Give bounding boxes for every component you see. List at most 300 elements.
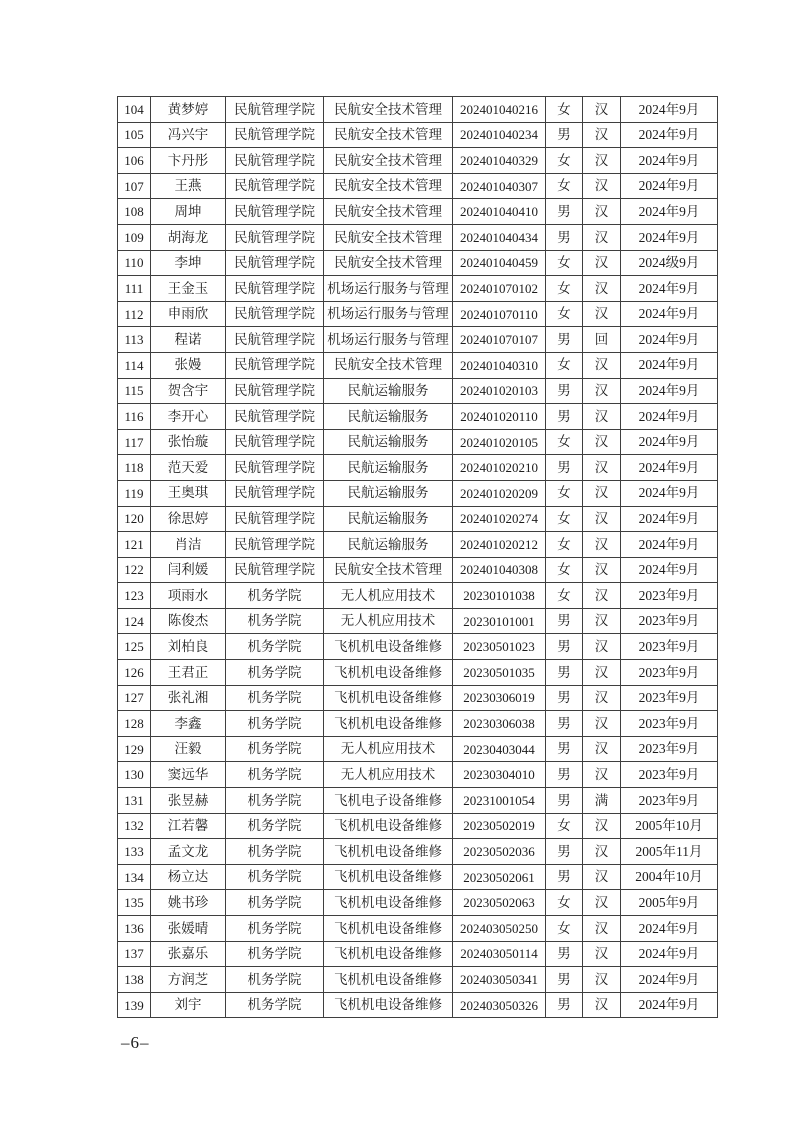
cell-index: 107 (118, 173, 151, 199)
table-row (118, 992, 718, 1018)
cell-major: 飞机机电设备维修 (324, 813, 453, 839)
cell-name: 李开心 (151, 404, 226, 430)
cell-major: 民航安全技术管理 (324, 97, 453, 123)
cell-college: 民航管理学院 (226, 224, 324, 250)
cell-name: 杨立达 (151, 864, 226, 890)
cell-major: 无人机应用技术 (324, 736, 453, 762)
cell-student-id: 202401040310 (453, 352, 546, 378)
cell-ethnicity: 汉 (583, 813, 621, 839)
table-row (118, 557, 718, 583)
cell-enroll-date: 2024年9月 (621, 967, 718, 993)
cell-enroll-date: 2004年10月 (621, 864, 718, 890)
cell-index: 111 (118, 276, 151, 302)
cell-college: 机务学院 (226, 813, 324, 839)
table-row (118, 429, 718, 455)
cell-ethnicity: 汉 (583, 455, 621, 481)
cell-student-id: 20230502061 (453, 864, 546, 890)
cell-major: 民航安全技术管理 (324, 557, 453, 583)
cell-major: 民航运输服务 (324, 404, 453, 430)
cell-gender: 女 (546, 813, 583, 839)
table-row (118, 480, 718, 506)
cell-index: 109 (118, 224, 151, 250)
cell-student-id: 202401020212 (453, 532, 546, 558)
cell-college: 机务学院 (226, 864, 324, 890)
cell-gender: 男 (546, 788, 583, 814)
table-row (118, 685, 718, 711)
page-number: –6– (121, 1033, 150, 1052)
cell-student-id: 20230403044 (453, 736, 546, 762)
cell-gender: 男 (546, 660, 583, 686)
table-row (118, 173, 718, 199)
cell-enroll-date: 2023年9月 (621, 608, 718, 634)
cell-gender: 男 (546, 455, 583, 481)
cell-index: 138 (118, 967, 151, 993)
cell-enroll-date: 2024年9月 (621, 992, 718, 1018)
cell-enroll-date: 2024年9月 (621, 404, 718, 430)
cell-name: 姚书珍 (151, 890, 226, 916)
table-row (118, 250, 718, 276)
table-row (118, 634, 718, 660)
cell-gender: 女 (546, 480, 583, 506)
cell-college: 机务学院 (226, 916, 324, 942)
cell-student-id: 202403050250 (453, 916, 546, 942)
cell-college: 机务学院 (226, 711, 324, 737)
cell-student-id: 202401070102 (453, 276, 546, 302)
cell-enroll-date: 2023年9月 (621, 634, 718, 660)
cell-ethnicity: 汉 (583, 557, 621, 583)
cell-index: 131 (118, 788, 151, 814)
cell-enroll-date: 2023年9月 (621, 583, 718, 609)
cell-ethnicity: 满 (583, 788, 621, 814)
cell-student-id: 20230101001 (453, 608, 546, 634)
table-row (118, 455, 718, 481)
cell-index: 124 (118, 608, 151, 634)
cell-enroll-date: 2024年9月 (621, 429, 718, 455)
cell-enroll-date: 2005年10月 (621, 813, 718, 839)
cell-ethnicity: 汉 (583, 250, 621, 276)
cell-ethnicity: 汉 (583, 583, 621, 609)
cell-gender: 男 (546, 608, 583, 634)
cell-name: 贺含宇 (151, 378, 226, 404)
cell-gender: 女 (546, 352, 583, 378)
cell-index: 113 (118, 327, 151, 353)
table-row (118, 788, 718, 814)
cell-gender: 男 (546, 634, 583, 660)
table-row (118, 532, 718, 558)
cell-index: 115 (118, 378, 151, 404)
cell-gender: 女 (546, 250, 583, 276)
cell-gender: 女 (546, 173, 583, 199)
cell-student-id: 202401070110 (453, 301, 546, 327)
cell-college: 民航管理学院 (226, 276, 324, 302)
cell-ethnicity: 汉 (583, 173, 621, 199)
cell-student-id: 202401040234 (453, 122, 546, 148)
cell-ethnicity: 汉 (583, 148, 621, 174)
cell-ethnicity: 汉 (583, 199, 621, 225)
cell-ethnicity: 汉 (583, 839, 621, 865)
cell-name: 肖洁 (151, 532, 226, 558)
table-row (118, 890, 718, 916)
cell-ethnicity: 汉 (583, 916, 621, 942)
cell-enroll-date: 2024年9月 (621, 173, 718, 199)
cell-index: 121 (118, 532, 151, 558)
cell-college: 民航管理学院 (226, 199, 324, 225)
cell-gender: 男 (546, 967, 583, 993)
cell-name: 王燕 (151, 173, 226, 199)
cell-index: 119 (118, 480, 151, 506)
cell-ethnicity: 汉 (583, 506, 621, 532)
cell-major: 民航运输服务 (324, 506, 453, 532)
cell-name: 张嘉乐 (151, 941, 226, 967)
cell-student-id: 20230501035 (453, 660, 546, 686)
cell-gender: 女 (546, 148, 583, 174)
cell-enroll-date: 2023年9月 (621, 660, 718, 686)
cell-enroll-date: 2024年9月 (621, 97, 718, 123)
cell-major: 民航运输服务 (324, 480, 453, 506)
cell-college: 机务学院 (226, 583, 324, 609)
cell-index: 126 (118, 660, 151, 686)
table-row (118, 404, 718, 430)
cell-name: 汪毅 (151, 736, 226, 762)
cell-student-id: 202401070107 (453, 327, 546, 353)
cell-student-id: 20230306019 (453, 685, 546, 711)
cell-name: 申雨欣 (151, 301, 226, 327)
cell-index: 139 (118, 992, 151, 1018)
cell-college: 机务学院 (226, 608, 324, 634)
cell-index: 106 (118, 148, 151, 174)
cell-name: 范天爱 (151, 455, 226, 481)
cell-student-id: 20230502036 (453, 839, 546, 865)
cell-enroll-date: 2024年9月 (621, 378, 718, 404)
cell-major: 飞机机电设备维修 (324, 685, 453, 711)
cell-name: 刘宇 (151, 992, 226, 1018)
cell-enroll-date: 2024年9月 (621, 276, 718, 302)
cell-college: 民航管理学院 (226, 378, 324, 404)
student-roster-table (117, 96, 718, 1018)
cell-index: 105 (118, 122, 151, 148)
cell-enroll-date: 2024年9月 (621, 224, 718, 250)
cell-college: 机务学院 (226, 788, 324, 814)
cell-ethnicity: 汉 (583, 276, 621, 302)
cell-college: 民航管理学院 (226, 404, 324, 430)
cell-index: 130 (118, 762, 151, 788)
table-row (118, 583, 718, 609)
cell-ethnicity: 汉 (583, 941, 621, 967)
table-row (118, 301, 718, 327)
cell-gender: 女 (546, 916, 583, 942)
cell-enroll-date: 2023年9月 (621, 711, 718, 737)
cell-enroll-date: 2024年9月 (621, 506, 718, 532)
cell-gender: 女 (546, 890, 583, 916)
cell-college: 机务学院 (226, 685, 324, 711)
cell-gender: 男 (546, 199, 583, 225)
cell-index: 110 (118, 250, 151, 276)
cell-college: 机务学院 (226, 660, 324, 686)
cell-major: 飞机机电设备维修 (324, 660, 453, 686)
cell-major: 无人机应用技术 (324, 762, 453, 788)
cell-college: 民航管理学院 (226, 122, 324, 148)
cell-enroll-date: 2024年9月 (621, 327, 718, 353)
cell-ethnicity: 汉 (583, 352, 621, 378)
cell-major: 民航安全技术管理 (324, 224, 453, 250)
cell-major: 民航运输服务 (324, 455, 453, 481)
cell-index: 123 (118, 583, 151, 609)
cell-gender: 男 (546, 378, 583, 404)
table-row (118, 839, 718, 865)
cell-name: 张媛晴 (151, 916, 226, 942)
cell-index: 129 (118, 736, 151, 762)
cell-enroll-date: 2005年11月 (621, 839, 718, 865)
cell-gender: 男 (546, 992, 583, 1018)
cell-name: 黄梦婷 (151, 97, 226, 123)
cell-major: 飞机机电设备维修 (324, 941, 453, 967)
cell-index: 118 (118, 455, 151, 481)
cell-ethnicity: 汉 (583, 660, 621, 686)
cell-student-id: 202403050341 (453, 967, 546, 993)
table-row (118, 199, 718, 225)
cell-index: 128 (118, 711, 151, 737)
cell-ethnicity: 汉 (583, 404, 621, 430)
cell-name: 张怡璇 (151, 429, 226, 455)
cell-major: 飞机机电设备维修 (324, 839, 453, 865)
cell-ethnicity: 汉 (583, 532, 621, 558)
cell-gender: 男 (546, 839, 583, 865)
cell-index: 132 (118, 813, 151, 839)
table-row (118, 148, 718, 174)
cell-student-id: 20230306038 (453, 711, 546, 737)
cell-major: 机场运行服务与管理 (324, 301, 453, 327)
cell-major: 民航安全技术管理 (324, 122, 453, 148)
table-row (118, 916, 718, 942)
cell-name: 胡海龙 (151, 224, 226, 250)
cell-name: 冯兴宇 (151, 122, 226, 148)
cell-name: 江若馨 (151, 813, 226, 839)
cell-college: 民航管理学院 (226, 557, 324, 583)
cell-index: 104 (118, 97, 151, 123)
cell-enroll-date: 2024年9月 (621, 199, 718, 225)
cell-student-id: 202401040459 (453, 250, 546, 276)
cell-name: 张嫚 (151, 352, 226, 378)
cell-name: 王金玉 (151, 276, 226, 302)
cell-student-id: 202401020210 (453, 455, 546, 481)
cell-major: 飞机机电设备维修 (324, 864, 453, 890)
cell-student-id: 20231001054 (453, 788, 546, 814)
cell-name: 王君正 (151, 660, 226, 686)
cell-name: 李鑫 (151, 711, 226, 737)
cell-enroll-date: 2024年9月 (621, 301, 718, 327)
table-row (118, 967, 718, 993)
cell-ethnicity: 汉 (583, 685, 621, 711)
cell-enroll-date: 2024年9月 (621, 916, 718, 942)
cell-name: 方润芝 (151, 967, 226, 993)
cell-college: 机务学院 (226, 967, 324, 993)
cell-major: 民航安全技术管理 (324, 148, 453, 174)
table-row (118, 378, 718, 404)
cell-major: 机场运行服务与管理 (324, 327, 453, 353)
cell-major: 民航运输服务 (324, 378, 453, 404)
cell-college: 机务学院 (226, 890, 324, 916)
cell-college: 民航管理学院 (226, 506, 324, 532)
cell-major: 飞机电子设备维修 (324, 788, 453, 814)
cell-enroll-date: 2023年9月 (621, 685, 718, 711)
cell-name: 卞丹彤 (151, 148, 226, 174)
cell-enroll-date: 2024年9月 (621, 532, 718, 558)
cell-major: 民航安全技术管理 (324, 199, 453, 225)
cell-college: 机务学院 (226, 634, 324, 660)
cell-ethnicity: 汉 (583, 992, 621, 1018)
cell-student-id: 20230304010 (453, 762, 546, 788)
cell-college: 机务学院 (226, 839, 324, 865)
cell-major: 飞机机电设备维修 (324, 634, 453, 660)
cell-name: 闫利媛 (151, 557, 226, 583)
cell-gender: 女 (546, 532, 583, 558)
cell-student-id: 202403050114 (453, 941, 546, 967)
cell-college: 民航管理学院 (226, 301, 324, 327)
cell-gender: 女 (546, 97, 583, 123)
cell-student-id: 202401040216 (453, 97, 546, 123)
table-row (118, 97, 718, 123)
cell-index: 134 (118, 864, 151, 890)
cell-gender: 女 (546, 557, 583, 583)
cell-ethnicity: 汉 (583, 480, 621, 506)
table-row (118, 224, 718, 250)
table-row (118, 327, 718, 353)
cell-student-id: 202401020105 (453, 429, 546, 455)
cell-ethnicity: 汉 (583, 762, 621, 788)
cell-enroll-date: 2023年9月 (621, 762, 718, 788)
cell-enroll-date: 2024年9月 (621, 941, 718, 967)
cell-college: 机务学院 (226, 941, 324, 967)
cell-gender: 男 (546, 736, 583, 762)
cell-major: 飞机机电设备维修 (324, 711, 453, 737)
cell-major: 民航安全技术管理 (324, 250, 453, 276)
cell-gender: 男 (546, 327, 583, 353)
cell-name: 周坤 (151, 199, 226, 225)
cell-student-id: 20230502019 (453, 813, 546, 839)
table-row (118, 711, 718, 737)
cell-gender: 女 (546, 301, 583, 327)
cell-gender: 男 (546, 762, 583, 788)
cell-gender: 女 (546, 506, 583, 532)
cell-college: 民航管理学院 (226, 250, 324, 276)
cell-enroll-date: 2023年9月 (621, 788, 718, 814)
cell-major: 无人机应用技术 (324, 583, 453, 609)
cell-student-id: 20230502063 (453, 890, 546, 916)
cell-index: 136 (118, 916, 151, 942)
cell-index: 127 (118, 685, 151, 711)
cell-gender: 男 (546, 122, 583, 148)
cell-college: 民航管理学院 (226, 148, 324, 174)
cell-index: 135 (118, 890, 151, 916)
cell-name: 刘柏良 (151, 634, 226, 660)
cell-enroll-date: 2023年9月 (621, 736, 718, 762)
cell-gender: 男 (546, 864, 583, 890)
cell-ethnicity: 汉 (583, 967, 621, 993)
cell-gender: 女 (546, 276, 583, 302)
cell-enroll-date: 2005年9月 (621, 890, 718, 916)
cell-college: 机务学院 (226, 736, 324, 762)
cell-name: 李坤 (151, 250, 226, 276)
cell-ethnicity: 汉 (583, 378, 621, 404)
table-row (118, 506, 718, 532)
cell-college: 机务学院 (226, 762, 324, 788)
cell-enroll-date: 2024年9月 (621, 122, 718, 148)
cell-student-id: 202401020209 (453, 480, 546, 506)
cell-ethnicity: 汉 (583, 97, 621, 123)
cell-ethnicity: 汉 (583, 711, 621, 737)
cell-student-id: 202401020274 (453, 506, 546, 532)
cell-major: 民航安全技术管理 (324, 173, 453, 199)
cell-ethnicity: 汉 (583, 608, 621, 634)
table-row (118, 608, 718, 634)
cell-name: 孟文龙 (151, 839, 226, 865)
cell-student-id: 202401020103 (453, 378, 546, 404)
cell-name: 陈俊杰 (151, 608, 226, 634)
cell-ethnicity: 汉 (583, 429, 621, 455)
cell-college: 民航管理学院 (226, 480, 324, 506)
cell-ethnicity: 汉 (583, 634, 621, 660)
cell-gender: 男 (546, 941, 583, 967)
cell-gender: 男 (546, 224, 583, 250)
cell-index: 114 (118, 352, 151, 378)
cell-major: 民航安全技术管理 (324, 352, 453, 378)
cell-enroll-date: 2024年9月 (621, 148, 718, 174)
cell-index: 120 (118, 506, 151, 532)
cell-gender: 男 (546, 404, 583, 430)
cell-major: 民航运输服务 (324, 532, 453, 558)
cell-student-id: 20230101038 (453, 583, 546, 609)
cell-gender: 女 (546, 583, 583, 609)
cell-student-id: 202401040434 (453, 224, 546, 250)
cell-major: 飞机机电设备维修 (324, 967, 453, 993)
cell-gender: 男 (546, 685, 583, 711)
cell-student-id: 20230501023 (453, 634, 546, 660)
cell-college: 民航管理学院 (226, 429, 324, 455)
cell-enroll-date: 2024年9月 (621, 455, 718, 481)
cell-college: 民航管理学院 (226, 532, 324, 558)
cell-major: 飞机机电设备维修 (324, 916, 453, 942)
cell-enroll-date: 2024年9月 (621, 352, 718, 378)
cell-major: 无人机应用技术 (324, 608, 453, 634)
table-row (118, 660, 718, 686)
cell-name: 窦远华 (151, 762, 226, 788)
cell-student-id: 202401040307 (453, 173, 546, 199)
cell-student-id: 202403050326 (453, 992, 546, 1018)
table-row (118, 813, 718, 839)
table-row (118, 122, 718, 148)
cell-ethnicity: 汉 (583, 224, 621, 250)
table-row (118, 352, 718, 378)
roster-body (118, 97, 718, 1018)
cell-major: 飞机机电设备维修 (324, 890, 453, 916)
table-row (118, 941, 718, 967)
cell-ethnicity: 汉 (583, 736, 621, 762)
cell-ethnicity: 汉 (583, 864, 621, 890)
cell-ethnicity: 汉 (583, 890, 621, 916)
cell-ethnicity: 汉 (583, 122, 621, 148)
cell-name: 程诺 (151, 327, 226, 353)
cell-index: 137 (118, 941, 151, 967)
cell-major: 飞机机电设备维修 (324, 992, 453, 1018)
cell-college: 民航管理学院 (226, 455, 324, 481)
cell-student-id: 202401020110 (453, 404, 546, 430)
cell-ethnicity: 汉 (583, 301, 621, 327)
cell-index: 108 (118, 199, 151, 225)
cell-student-id: 202401040410 (453, 199, 546, 225)
cell-index: 125 (118, 634, 151, 660)
cell-major: 机场运行服务与管理 (324, 276, 453, 302)
cell-index: 122 (118, 557, 151, 583)
